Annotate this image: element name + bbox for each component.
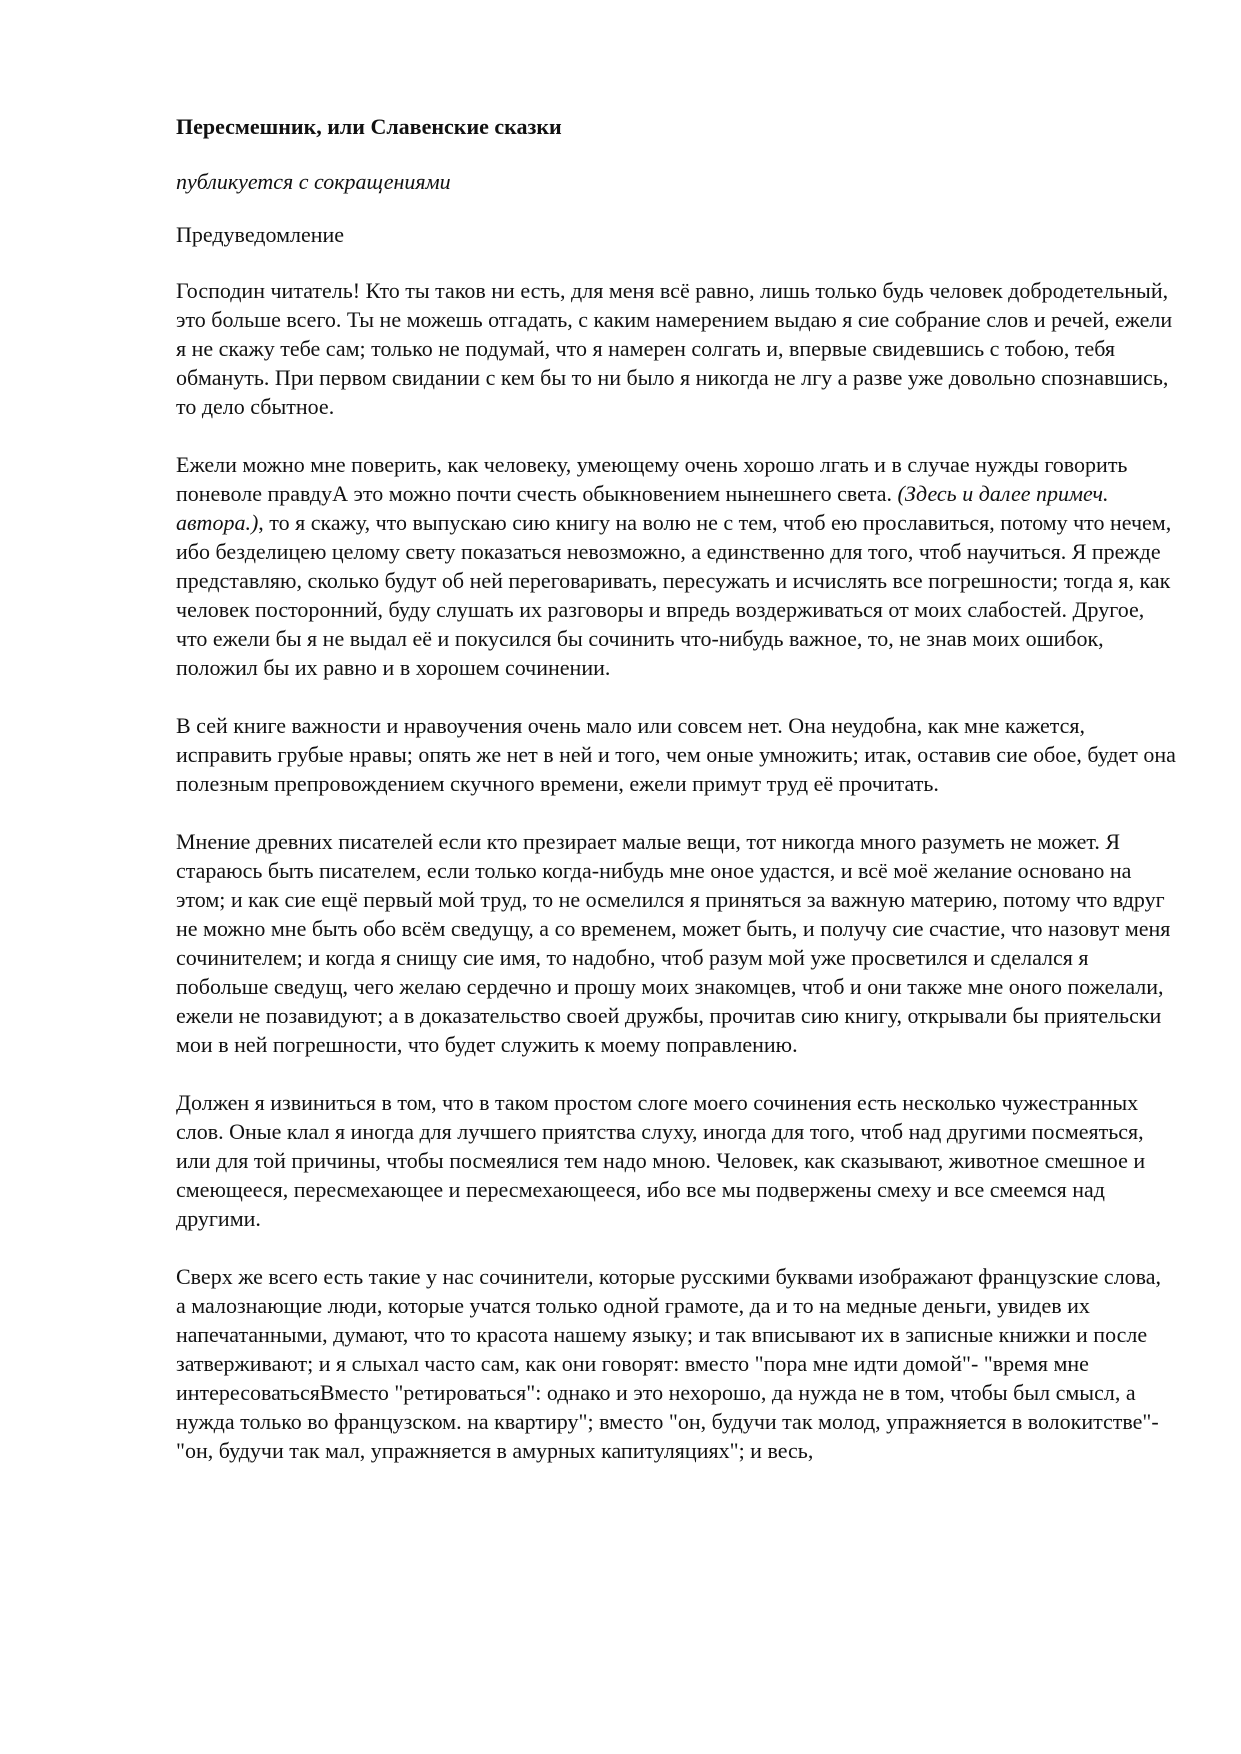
paragraph-5: Должен я извиниться в том, что в таком простом слоге моего сочинения есть несколько чужестранных слов. Оные клал я иногда для лучшего приятства слуху, иногда для того, чтоб над другими посмеяться, или для той причины, чтобы посмеялися тем надо мною. Человек, как сказывают, животное смешное и смеющееся, пересмехающее и пересмехающееся, ибо все мы подвержены смеху и все смеемся над другими. (176, 1090, 1146, 1231)
paragraph-1: Господин читатель! Кто ты таков ни есть, для меня всё равно, лишь только будь человек добродетельный, это больше всего. Ты не можешь отгадать, с каким намерением выдаю я сие собрание слов и речей, ежели я не скажу тебе сам; только не подумай, что я намерен солгать и, впервые свидевшись с тобою, тебя обмануть. При первом свидании с кем бы то ни было я никогда не лгу а разве уже довольно спознавшись, то дело сбытное. (176, 278, 1173, 419)
paragraph-6: Сверх же всего есть такие у нас сочинители, которые русскими буквами изображают французские слова, а малознающие люди, которые учатся только одной грамоте, да и то на медные деньги, увидев их напечатанными, думают, что то красота нашему языку; и так вписывают их в записные книжки и после затверживают; и я слыхал часто сам, как они говорят: вместо "пора мне идти домой"- "время мне интересоватьсяВместо "ретироваться": однако и это нехорошо, да нужда не в том, чтобы был смысл, а нужда только во французском. на квартиру"; вместо "он, будучи так молод, упражняется в волокитстве"- "он, будучи так мал, упражняется в амурных капитуляциях"; и весь, (176, 1264, 1162, 1463)
paragraph-4: Мнение древних писателей если кто презирает малые вещи, тот никогда много разуметь не может. Я стараюсь быть писателем, если только когда-нибудь мне оное удастся, и всё моё желание основано на этом; и как сие ещё первый мой труд, то не осмелился я приняться за важную материю, потому что вдруг не можно мне быть обо всём сведущу, а со временем, может быть, и получу сие счастие, что назовут меня сочинителем; и когда я снищу сие имя, то надобно, чтоб разум мой уже просветился и сделался я побольше сведущ, чего желаю сердечно и прошу моих знакомцев, чтоб и они также мне оного пожелали, ежели не позавидуют; а в доказательство своей дружбы, прочитав сию книгу, открывали бы приятельски мои в ней погрешности, что будет служить к моему поправлению. (176, 829, 1171, 1057)
section-heading: Предуведомление (176, 222, 345, 247)
paragraph-2-text-end: , то я скажу, что выпускаю сию книгу на волю не с тем, чтоб ею прославиться, потому что нечем, ибо безделицею целому свету показаться невозможно, а единственно для того, чтоб научиться. Я прежде представляю, сколько будут об ней переговаривать, пересужать и исчислять все погрешности; тогда я, как человек посторонний, буду слушать их разговоры и впредь воздерживаться от моих слабостей. Другое, что ежели бы я не выдал её и покусился бы сочинить что-нибудь важное, то, не знав моих ошибок, положил бы их равно и в хорошем сочинении. (176, 510, 1172, 680)
paragraph-2-text-start: Ежели можно мне поверить, как человеку, умеющему очень хорошо лгать и в случае нужды говорить поневоле правдуА это можно почти счесть обыкновением нынешнего света. (176, 452, 1128, 506)
author-note: (Здесь и далее примеч. автора.) (176, 481, 1109, 535)
paragraph-2 (176, 450, 1176, 682)
document-page (176, 112, 1176, 1494)
document-subtitle: публикуется с сокращениями (176, 169, 451, 194)
document-title: Пересмешник, или Славенские сказки (176, 114, 562, 139)
paragraph-3: В сей книге важности и нравоучения очень мало или совсем нет. Она неудобна, как мне кажется, исправить грубые нравы; опять же нет в ней и того, чем оные умножить; итак, оставив сие обое, будет она полезным препровождением скучного времени, ежели примут труд её прочитать. (176, 713, 1176, 796)
